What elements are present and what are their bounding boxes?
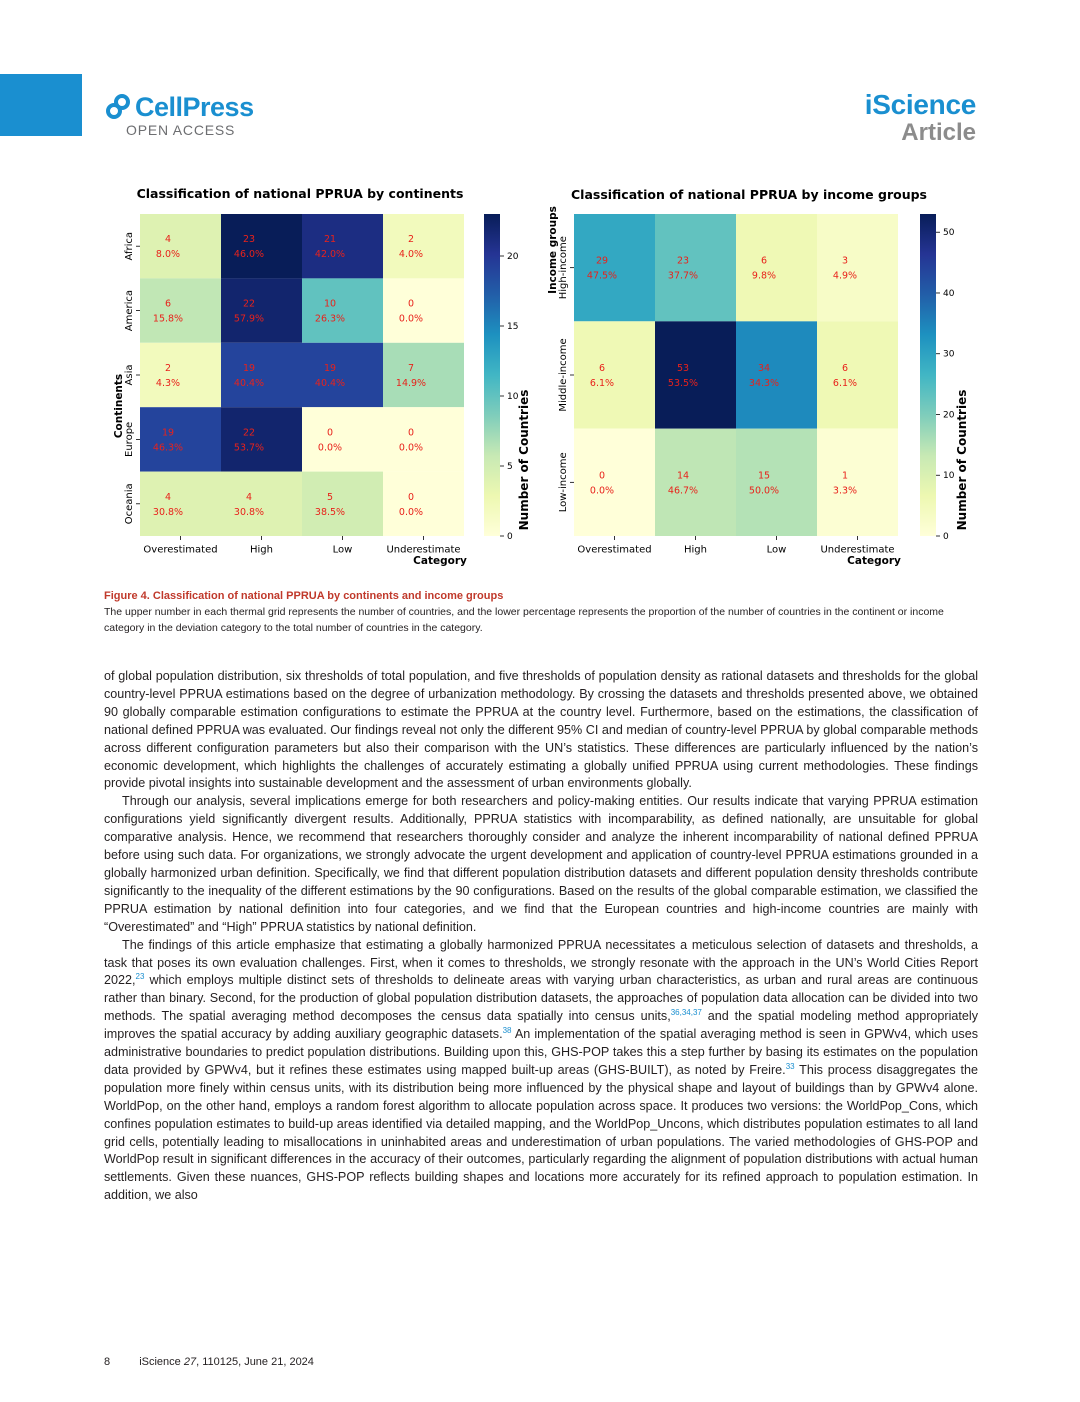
heatmap-cell bbox=[221, 278, 302, 342]
heatmap-cell bbox=[302, 343, 383, 407]
caption-text: The upper number in each thermal grid represents the number of countries, and the lower percentage represents the proportion of the number of countries in the continent or income category in the deviation category to the total number of countries in the category. bbox=[104, 606, 944, 634]
corner-color-block bbox=[0, 74, 82, 136]
footer-journal: iScience bbox=[139, 1356, 181, 1368]
cell-percent-label: 50.0% bbox=[748, 485, 780, 497]
heatmap-cell bbox=[221, 407, 302, 471]
page-footer bbox=[104, 1356, 314, 1368]
cell-count-label: 0 bbox=[407, 298, 415, 310]
paragraph: Through our analysis, several implications emerge for both researchers and policy-making entities. Our results indicate that varying PPRUA estimation configurations yield significantly divergent results. Additionally, PPRUA statistics with incomparability, as defined nationally, are unsuitable for global comparative analysis. Hence, we recommend that researchers thoroughly consider and analyze the inherent incomparability of national defined PPRUA before using such data. For organizations, we strongly advocate the urgent development and application of country-level PPRUA estimations grounded in a globally harmonized urban definition. Specifically, we find that different population distribution datasets and different population density thresholds contribute significantly to the inequality of the different estimations by the 90 configurations. Based on the results of the global comparable estimation, we classified the PPRUA estimation by national definition into four categories, and we find that the European countries and high-income countries are mainly with “Overestimated” and “High” PPRUA statistics by national definition. bbox=[104, 794, 978, 934]
heatmap-cell bbox=[383, 214, 464, 278]
colorbar-tick-label: 40 bbox=[943, 288, 955, 299]
colorbar bbox=[484, 214, 500, 536]
cell-count-label: 19 bbox=[161, 427, 175, 439]
colorbar-tick-label: 10 bbox=[943, 471, 955, 482]
heatmap-cell bbox=[221, 472, 302, 536]
cell-percent-label: 40.4% bbox=[233, 378, 265, 389]
heatmap-cell bbox=[140, 472, 221, 536]
heatmap-cell bbox=[302, 214, 383, 278]
cell-count-label: 53 bbox=[676, 363, 690, 374]
x-tick-label: Underestimate bbox=[820, 544, 895, 556]
figure-label: Figure 4. bbox=[104, 590, 150, 602]
cell-count-label: 4 bbox=[164, 234, 172, 246]
cell-count-label: 23 bbox=[676, 255, 690, 267]
heatmap-cell bbox=[302, 407, 383, 471]
cell-count-label: 0 bbox=[407, 427, 415, 439]
cell-count-label: 34 bbox=[757, 363, 771, 374]
colorbar-tick-label: 5 bbox=[507, 462, 513, 472]
cell-count-label: 15 bbox=[757, 470, 771, 482]
cell-count-label: 6 bbox=[760, 255, 768, 267]
cell-count-label: 4 bbox=[164, 491, 172, 503]
publisher-name: CellPress bbox=[135, 92, 254, 122]
cell-count-label: 19 bbox=[242, 363, 256, 374]
reference-link[interactable]: 36,34,37 bbox=[670, 1008, 702, 1018]
cell-percent-label: 0.0% bbox=[398, 506, 424, 518]
y-tick-label: High-income bbox=[558, 236, 569, 300]
cell-percent-label: 14.9% bbox=[395, 378, 427, 389]
colorbar-tick-label: 20 bbox=[943, 410, 955, 421]
paragraph: of global population distribution, six thresholds of total population, and five thresholds of population density as rational datasets and thresholds for the global country-level PPRUA estimations based on the degree of urbanization methodology. By crossing the datasets and thresholds presented above, we obtained 90 globally comparable estimation configurations to estimate the PPRUA at the country level. Furthermore, based on the estimations, the classification of national defined PPRUA was evaluated. Our findings reveal not only the different 95% CI and median of country-level PPRUA by global comparable methods across different configuration parameters but also their comparison with the UN’s statistics. These differences are particularly influenced by the nation’s economic development, which highlights the challenges of accurately estimating a globally unified PPRUA using current methodologies. These findings provide pivotal insights into sustainable development and the assessment of urban environments globally. bbox=[104, 669, 978, 791]
footer-citation: , 110125, June 21, 2024 bbox=[196, 1356, 314, 1368]
article-type: Article bbox=[901, 119, 976, 146]
cell-count-label: 3 bbox=[841, 255, 849, 267]
cell-percent-label: 0.0% bbox=[398, 313, 424, 325]
cell-percent-label: 4.0% bbox=[398, 249, 424, 261]
paragraph-text: The findings of this article emphasize that estimating a globally harmonized PPRUA necessitates a meticulous selection of datasets and thresholds, a task that poses its own evaluation challenges. First, when it comes to thresholds, we strongly resonate with the approach in the UN’s World Cities Report 2022, bbox=[104, 937, 978, 988]
cell-count-label: 5 bbox=[326, 491, 334, 503]
x-axis-label: Category bbox=[413, 555, 467, 567]
cell-count-label: 6 bbox=[164, 298, 172, 310]
heatmap-cell bbox=[736, 321, 817, 428]
cell-count-label: 6 bbox=[841, 363, 849, 374]
cellpress-mark-icon bbox=[104, 92, 132, 122]
figure-title: Classification of national PPRUA by continents and income groups bbox=[152, 590, 504, 602]
paragraph-text: which employs multiple distinct sets of thresholds to delineate areas with varying urban characteristics, as urban and rural areas are continuous rather than binary. Second, for the production of global population distribution datasets, the approaches of population data allocation can be divided into two methods. The spatial averaging method decomposes the census data spatially into census units, bbox=[104, 973, 978, 1024]
x-tick-label: High bbox=[250, 544, 273, 556]
colorbar-tick-label: 50 bbox=[943, 228, 955, 239]
cell-percent-label: 34.3% bbox=[748, 378, 780, 389]
cellpress-logo[interactable] bbox=[104, 92, 254, 138]
x-tick-label: Overestimated bbox=[577, 544, 652, 556]
cell-count-label: 29 bbox=[595, 255, 609, 267]
continents-heatmap bbox=[113, 186, 531, 567]
y-axis-label: Income groups bbox=[547, 206, 559, 294]
cell-percent-label: 4.9% bbox=[832, 270, 858, 282]
y-tick-label: Africa bbox=[124, 231, 135, 261]
cell-count-label: 23 bbox=[242, 234, 256, 246]
cell-percent-label: 26.3% bbox=[314, 313, 346, 325]
cell-percent-label: 38.5% bbox=[314, 506, 346, 518]
cell-count-label: 6 bbox=[598, 363, 606, 374]
colorbar-tick-label: 0 bbox=[507, 532, 513, 542]
cell-percent-label: 3.3% bbox=[832, 485, 858, 497]
heatmap-cell bbox=[655, 429, 736, 536]
heatmap-cell bbox=[817, 429, 898, 536]
cell-percent-label: 46.7% bbox=[667, 485, 699, 497]
reference-link[interactable]: 38 bbox=[502, 1025, 512, 1035]
colorbar-tick-label: 30 bbox=[943, 349, 955, 360]
cell-percent-label: 0.0% bbox=[317, 442, 343, 454]
caption-title-line bbox=[104, 588, 980, 604]
heatmap-cell bbox=[655, 321, 736, 428]
heatmap-cell bbox=[383, 407, 464, 471]
colorbar-tick-label: 0 bbox=[943, 532, 949, 542]
heatmap-cell bbox=[736, 429, 817, 536]
journal-header bbox=[865, 90, 976, 146]
x-tick-label: Low bbox=[332, 544, 353, 556]
cell-count-label: 14 bbox=[676, 470, 690, 482]
colorbar-label: Number of Countries bbox=[517, 389, 531, 531]
y-tick-label: Asia bbox=[124, 364, 135, 386]
heatmap-cell bbox=[574, 214, 655, 321]
heatmap-cell bbox=[140, 407, 221, 471]
paragraph-text: and the spatial modeling method appropriately improves the spatial accuracy by adding auxiliary geographic datasets. bbox=[104, 1009, 978, 1042]
cell-percent-label: 37.7% bbox=[667, 270, 699, 282]
cell-count-label: 0 bbox=[407, 491, 415, 503]
x-tick-label: Underestimate bbox=[386, 544, 461, 556]
cell-percent-label: 9.8% bbox=[751, 270, 777, 282]
reference-link[interactable]: 23 bbox=[135, 972, 145, 982]
cell-count-label: 1 bbox=[841, 470, 849, 482]
cell-count-label: 22 bbox=[242, 298, 256, 310]
paragraph-text: This process disaggregates the population more finely within census units, with its distribution being more influenced by the physical shape and layout of buildings than by GPWv4 alone. WorldPop, on the other hand, employs a random forest algorithm to allocate population across space. It produces two versions: the WorldPop_Cons, which confines population estimates to build-up areas identified via detailed mapping, and the WorldPop_Uncons, which distributes population estimates to all land grid cells, potentially leading to misallocations in uninhabited areas and underestimation of urban populations. The varied methodologies of GHS-POP and WorldPop result in significant differences in the accuracy of their outcomes, particularly regarding the alignment of population distributions with actual human settlements. Given these nuances, GHS-POP reflects building shapes and locations more accurately for its refined approach to population estimation. In addition, we also bbox=[104, 1062, 979, 1203]
heatmap-cell bbox=[221, 343, 302, 407]
cell-count-label: 22 bbox=[242, 427, 256, 439]
y-tick-label: Middle-income bbox=[558, 338, 569, 412]
heatmap-cell bbox=[140, 343, 221, 407]
cell-percent-label: 8.0% bbox=[155, 249, 181, 261]
colorbar-tick-label: 20 bbox=[507, 252, 519, 262]
cell-percent-label: 30.8% bbox=[152, 506, 184, 518]
y-tick-label: America bbox=[124, 289, 135, 332]
heatmap-cell bbox=[817, 321, 898, 428]
cell-count-label: 19 bbox=[323, 363, 337, 374]
footer-volume: 27 bbox=[183, 1356, 197, 1368]
cell-count-label: 2 bbox=[164, 363, 172, 374]
heatmap-cell bbox=[655, 214, 736, 321]
x-tick-label: High bbox=[684, 544, 707, 556]
colorbar-tick-label: 10 bbox=[507, 392, 519, 402]
cell-count-label: 0 bbox=[326, 427, 334, 439]
cell-percent-label: 4.3% bbox=[155, 378, 181, 389]
y-tick-label: Europe bbox=[124, 421, 135, 457]
article-body bbox=[104, 668, 978, 1205]
cell-count-label: 21 bbox=[323, 234, 337, 246]
cell-count-label: 0 bbox=[598, 470, 606, 482]
heatmap-cell bbox=[140, 214, 221, 278]
income-groups-heatmap bbox=[547, 187, 969, 567]
heatmap-cell bbox=[221, 214, 302, 278]
cell-percent-label: 42.0% bbox=[314, 249, 346, 261]
paragraph-text: An implementation of the spatial averaging method is seen in GPWv4, which uses administrative boundaries to predict population distributions. Building upon this, GHS-POP takes this a step further by basing its estimates on the population data provided by GPWv4, but it refines these estimates using mapped built-up areas (GHS-BUILT), as noted by Freire. bbox=[104, 1027, 979, 1077]
y-axis-label: Continents bbox=[113, 373, 125, 439]
heatmap-cell bbox=[383, 278, 464, 342]
heatmap-title: Classification of national PPRUA by continents bbox=[136, 186, 464, 201]
x-tick-label: Overestimated bbox=[143, 544, 218, 556]
cell-percent-label: 40.4% bbox=[314, 378, 346, 389]
cell-percent-label: 53.7% bbox=[233, 442, 265, 454]
heatmap-cell bbox=[574, 321, 655, 428]
cell-percent-label: 6.1% bbox=[589, 378, 615, 389]
journal-name[interactable]: iScience bbox=[864, 89, 976, 120]
heatmap-cell bbox=[817, 214, 898, 321]
cell-count-label: 10 bbox=[323, 298, 337, 310]
cell-count-label: 4 bbox=[245, 491, 253, 503]
heatmap-cell bbox=[140, 278, 221, 342]
heatmap-cell bbox=[383, 343, 464, 407]
cell-percent-label: 0.0% bbox=[589, 485, 615, 497]
cell-percent-label: 30.8% bbox=[233, 506, 265, 518]
colorbar-label: Number of Countries bbox=[955, 389, 969, 531]
heatmap-cell bbox=[302, 472, 383, 536]
cell-percent-label: 0.0% bbox=[398, 442, 424, 454]
heatmap-title: Classification of national PPRUA by income groups bbox=[570, 187, 928, 202]
y-tick-label: Oceania bbox=[124, 483, 135, 525]
y-tick-label: Low-income bbox=[558, 452, 569, 513]
page-number: 8 bbox=[104, 1356, 111, 1368]
heatmap-cell bbox=[383, 472, 464, 536]
cell-percent-label: 6.1% bbox=[832, 378, 858, 389]
figure-caption bbox=[104, 588, 980, 636]
colorbar bbox=[920, 214, 936, 536]
cell-percent-label: 47.5% bbox=[586, 270, 618, 282]
x-tick-label: Low bbox=[766, 544, 787, 556]
x-axis-label: Category bbox=[847, 555, 901, 567]
paragraph bbox=[104, 937, 978, 1206]
heatmap-cell bbox=[302, 278, 383, 342]
open-access-label: OPEN ACCESS bbox=[126, 122, 236, 138]
cell-percent-label: 46.0% bbox=[233, 249, 265, 261]
cell-percent-label: 15.8% bbox=[152, 313, 184, 325]
cell-percent-label: 57.9% bbox=[233, 313, 265, 325]
reference-link[interactable]: 33 bbox=[785, 1061, 795, 1071]
colorbar-tick-label: 15 bbox=[507, 322, 519, 332]
cell-percent-label: 46.3% bbox=[152, 442, 184, 454]
figure-4-heatmaps bbox=[104, 178, 980, 586]
heatmap-cell bbox=[736, 214, 817, 321]
cell-percent-label: 53.5% bbox=[667, 378, 699, 389]
cell-count-label: 7 bbox=[407, 363, 415, 374]
heatmap-cell bbox=[574, 429, 655, 536]
cell-count-label: 2 bbox=[407, 234, 415, 246]
